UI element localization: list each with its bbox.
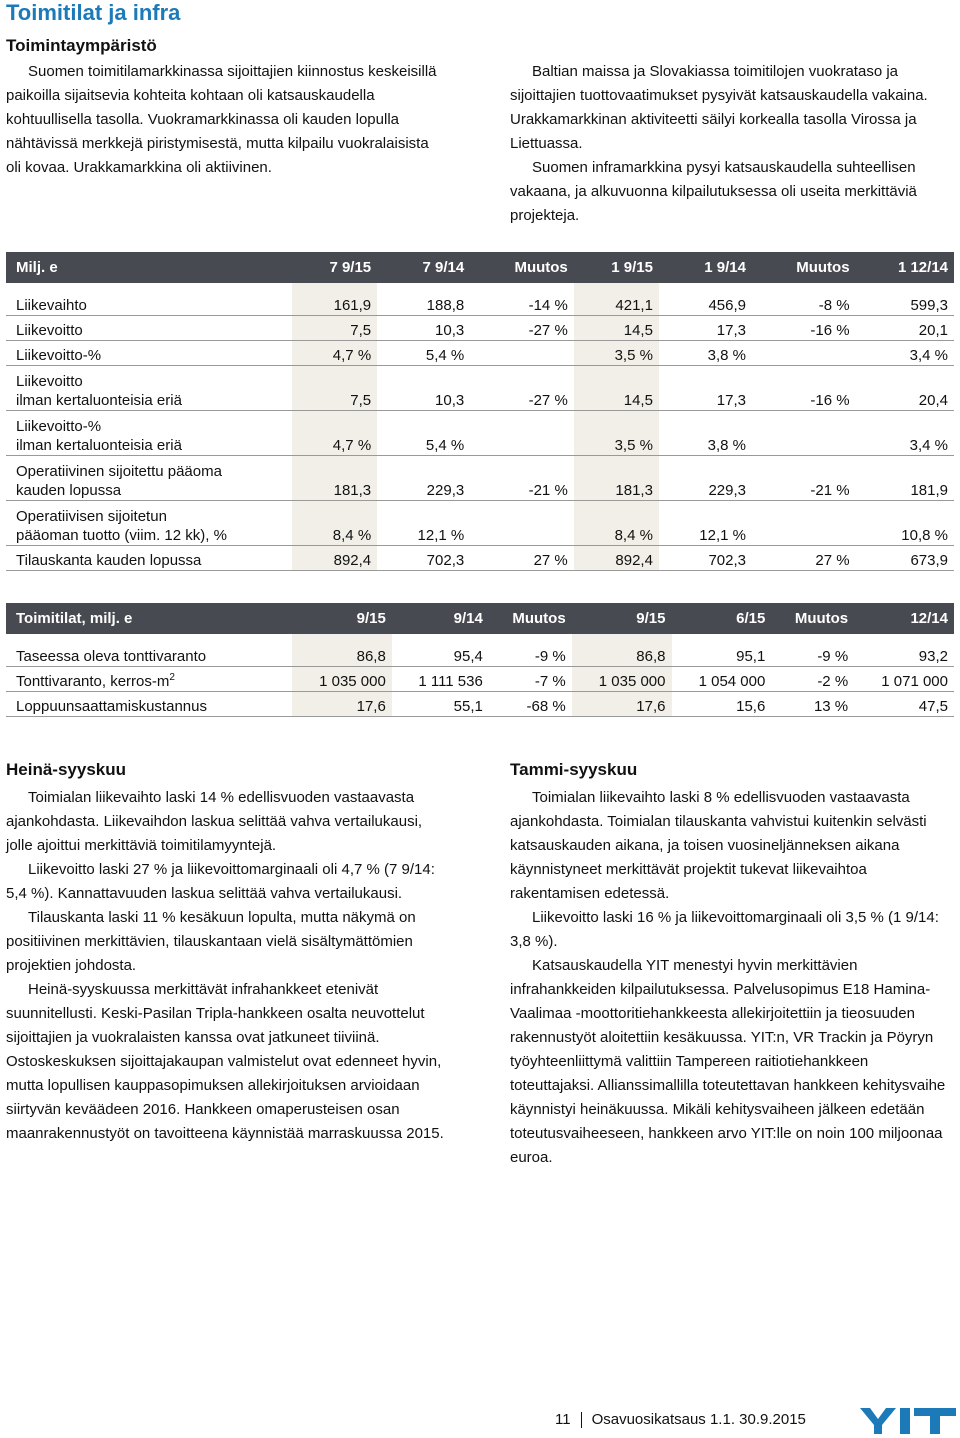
row-label: Liikevoitto-% [6, 341, 292, 366]
footer-doc-title: Osavuosikatsaus 1.1. 30.9.2015 [591, 1411, 806, 1428]
column-header: Muutos [489, 603, 572, 634]
table-cell: 10,3 [377, 366, 470, 411]
row-label: Tonttivaranto, kerros-$m^2$ [6, 667, 292, 692]
page-number: 11 [555, 1411, 571, 1428]
table-cell: 3,4 % [856, 341, 954, 366]
table-cell: 7,5 [292, 316, 377, 341]
intro-right-paragraph: Baltian maissa ja Slovakiassa toimitilojen vuokrataso ja sijoittajien tuottovaatimukset pysyivät katsauskaudella vakaina. Urakkamarkkinan aktiviteetti säilyi korkealla tasolla Virossa ja Liettuassa. [510, 63, 928, 152]
intro-left-paragraph: Suomen toimitilamarkkinassa sijoittajien kiinnostus keskeisillä paikoilla sijaitsevia kohteita kohtaan oli katsauskaudella kohtuullisella tasolla. Vuokramarkkinassa oli kauden lopulla nähtävissä merkkejä piristymisestä, mutta kilpailu vuokralaisista oli kovaa. Urakkamarkkina oli aktiivinen. [6, 63, 437, 176]
table-cell: 3,5 % [574, 341, 659, 366]
table-cell: 95,1 [672, 642, 772, 667]
row-label: Tilauskanta kauden lopussa [6, 546, 292, 571]
table-cell: 3,8 % [659, 341, 752, 366]
premises-table [6, 603, 954, 717]
table-cell: 188,8 [377, 291, 470, 316]
table-row [6, 642, 954, 667]
table-cell: 17,3 [659, 366, 752, 411]
table-cell: 181,9 [856, 456, 954, 501]
table-cell: -14 % [470, 291, 574, 316]
table-cell: 1 035 000 [292, 667, 392, 692]
ytd-paragraph: Katsauskaudella YIT menestyi hyvin merkittävien infrahankkeiden kilpailutuksessa. Palvelusopimus E18 Hamina-Vaalimaa -moottoritiehankkeesta allekirjoitettiin ja tieosuuden rakennustyöt aloitettiin kesäkuussa. YIT:n, VR Trackin ja Pöyryn työyhteenliittymä valittiin Tampereen raitiotiehankkeen toteuttajaksi. Allianssimallilla toteutettavan hankkeen kehitysvaihe käynnistyi heinäkuussa. Mikäli kehitysvaiheen jälkeen edetään toteutusvaiheeseen, hankkeen arvo YIT:lle on noin 100 miljoonaa euroa. [510, 957, 946, 1166]
table-cell: 673,9 [856, 546, 954, 571]
table-cell: 456,9 [659, 291, 752, 316]
table-cell: -8 % [752, 291, 856, 316]
column-header: Muutos [771, 603, 854, 634]
table-cell: 20,4 [856, 366, 954, 411]
table-cell: 14,5 [574, 366, 659, 411]
ytd-heading: Tammi-syyskuu [510, 760, 638, 779]
table-cell: 5,4 % [377, 341, 470, 366]
table-cell: 181,3 [292, 456, 377, 501]
section-heading: Toimintaympäristö [6, 36, 157, 55]
q3-paragraph: Liikevoitto laski 27 % ja liikevoittomarginaali oli 4,7 % (7 9/14: 5,4 %). Kannattavuuden laskua selittää vahva vertailukausi. [6, 861, 435, 902]
table-cell: -21 % [470, 456, 574, 501]
table-row [6, 291, 954, 316]
table-cell: 12,1 % [377, 501, 470, 546]
header-label: Milj. e [6, 252, 292, 283]
table-cell: 15,6 [672, 692, 772, 717]
q3-paragraph: Heinä-syyskuussa merkittävät infrahankkeet etenivät suunnitellusti. Keski-Pasilan Tripla-hankkeen osalta neuvottelut sijoittajien ja vuokralaisten kanssa ovat jatkuneet tiiviinä. Ostoskeskuksen sijoittajakaupan valmistelut ovat edenneet hyvin, mutta lopullisen kauppasopimuksen allekirjoituksen arvioidaan siirtyvän keväädeen 2016. Hankkeen omaperusteisen osan maanrakennustyöt on tavoitteena käynnistää marraskuussa 2015. [6, 981, 444, 1142]
table-cell: 20,1 [856, 316, 954, 341]
column-header: 6/15 [672, 603, 772, 634]
column-header: 1 9/14 [659, 252, 752, 283]
table-row [6, 692, 954, 717]
table-header [6, 252, 954, 283]
table-cell: 47,5 [854, 692, 954, 717]
table-cell: 3,5 % [574, 411, 659, 456]
table-row [6, 316, 954, 341]
ytd-section [510, 758, 950, 1170]
column-header: 9/15 [292, 603, 392, 634]
column-header: 7 9/14 [377, 252, 470, 283]
table-cell [752, 411, 856, 456]
row-label: Operatiivisen sijoitetun pääoman tuotto (viim. 12 kk), % [6, 501, 292, 546]
table-cell: -9 % [489, 642, 572, 667]
table-row [6, 667, 954, 692]
table-cell: 10,3 [377, 316, 470, 341]
table-cell [752, 341, 856, 366]
column-header: 9/15 [572, 603, 672, 634]
table-cell: -2 % [771, 667, 854, 692]
footer-divider [581, 1412, 582, 1428]
table-cell [470, 341, 574, 366]
column-header: Muutos [752, 252, 856, 283]
page-footer [555, 1410, 806, 1430]
row-label: Taseessa oleva tonttivaranto [6, 642, 292, 667]
table-cell: -7 % [489, 667, 572, 692]
table-cell: 17,6 [572, 692, 672, 717]
table-cell: 229,3 [659, 456, 752, 501]
q3-paragraph: Toimialan liikevaihto laski 14 % edellisvuoden vastaavasta ajankohdasta. Liikevaihdon laskua selittää vahva vertailukausi, jolle ajoittui merkittäviä toimitilamyyntejä. [6, 789, 423, 854]
row-label: Operatiivinen sijoitettu pääoma kauden lopussa [6, 456, 292, 501]
row-label: Liikevaihto [6, 291, 292, 316]
table-cell: 1 111 536 [392, 667, 489, 692]
table-cell: 1 054 000 [672, 667, 772, 692]
table-cell: -27 % [470, 366, 574, 411]
row-label: Loppuunsaattamiskustannus [6, 692, 292, 717]
table-row [6, 501, 954, 546]
row-label: Liikevoitto-% ilman kertaluonteisia eriä [6, 411, 292, 456]
table-cell: 93,2 [854, 642, 954, 667]
table-cell: 86,8 [292, 642, 392, 667]
table-cell: 1 071 000 [854, 667, 954, 692]
q3-heading: Heinä-syyskuu [6, 760, 126, 779]
table-cell: 86,8 [572, 642, 672, 667]
table-cell: -9 % [771, 642, 854, 667]
table-cell: 702,3 [377, 546, 470, 571]
table-cell: 3,4 % [856, 411, 954, 456]
column-header: 1 9/15 [574, 252, 659, 283]
page-title: Toimitilat ja infra [6, 0, 181, 25]
table-row [6, 411, 954, 456]
table-cell: 13 % [771, 692, 854, 717]
table-cell: 17,3 [659, 316, 752, 341]
table-cell: 14,5 [574, 316, 659, 341]
table-row [6, 341, 954, 366]
ytd-paragraph: Liikevoitto laski 16 % ja liikevoittomarginaali oli 3,5 % (1 9/14: 3,8 %). [510, 909, 939, 950]
table-cell: 27 % [752, 546, 856, 571]
table-cell: 55,1 [392, 692, 489, 717]
table-cell: 10,8 % [856, 501, 954, 546]
table-cell: 95,4 [392, 642, 489, 667]
table-cell: 421,1 [574, 291, 659, 316]
table-cell: 599,3 [856, 291, 954, 316]
table-cell: 17,6 [292, 692, 392, 717]
q3-paragraph: Tilauskanta laski 11 % kesäkuun lopulta, mutta näkymä on positiivinen merkittävien, tilauskantaan vielä sisältymättömien projektien johdosta. [6, 909, 416, 974]
table-cell: -16 % [752, 366, 856, 411]
table-cell: 181,3 [574, 456, 659, 501]
table-cell: 702,3 [659, 546, 752, 571]
table-cell: 161,9 [292, 291, 377, 316]
table-cell: 1 035 000 [572, 667, 672, 692]
table-cell: -21 % [752, 456, 856, 501]
table-cell: -16 % [752, 316, 856, 341]
table-cell [752, 501, 856, 546]
intro-right [510, 60, 950, 228]
row-label: Liikevoitto ilman kertaluonteisia eriä [6, 366, 292, 411]
table-cell [470, 411, 574, 456]
table-row [6, 456, 954, 501]
intro-right-paragraph: Suomen inframarkkina pysyi katsauskaudella suhteellisen vakaana, ja alkuvuonna kilpailutuksessa oli useita merkittäviä projekteja. [510, 159, 917, 224]
row-label: Liikevoitto [6, 316, 292, 341]
yit-logo [860, 1408, 956, 1434]
column-header: Muutos [470, 252, 574, 283]
table-cell: 3,8 % [659, 411, 752, 456]
table-cell: 8,4 % [574, 501, 659, 546]
intro-left [6, 60, 438, 180]
table-cell: 892,4 [292, 546, 377, 571]
table-cell: 8,4 % [292, 501, 377, 546]
column-header: 12/14 [854, 603, 954, 634]
header-label: Toimitilat, milj. e [6, 603, 292, 634]
table-row [6, 366, 954, 411]
table-cell: 892,4 [574, 546, 659, 571]
table-cell: 4,7 % [292, 411, 377, 456]
table-cell [470, 501, 574, 546]
column-header: 1 12/14 [856, 252, 954, 283]
table-row [6, 546, 954, 571]
table-cell: -27 % [470, 316, 574, 341]
ytd-paragraph: Toimialan liikevaihto laski 8 % edellisvuoden vastaavasta ajankohdasta. Toimialan tilauskanta vahvistui kuitenkin selvästi katsauskauden aikana, ja toisen vuosineljänneksen aikana käynnistyneet merkittävät projektit tukevat liikevaihtoa rakentamisen edetessä. [510, 789, 927, 902]
table-cell: 5,4 % [377, 411, 470, 456]
table-cell: 12,1 % [659, 501, 752, 546]
table-cell: -68 % [489, 692, 572, 717]
table-cell: 7,5 [292, 366, 377, 411]
table-cell: 229,3 [377, 456, 470, 501]
table-header [6, 603, 954, 634]
table-cell: 27 % [470, 546, 574, 571]
q3-section [6, 758, 446, 1146]
column-header: 9/14 [392, 603, 489, 634]
table-cell: 4,7 % [292, 341, 377, 366]
financials-table [6, 252, 954, 571]
column-header: 7 9/15 [292, 252, 377, 283]
